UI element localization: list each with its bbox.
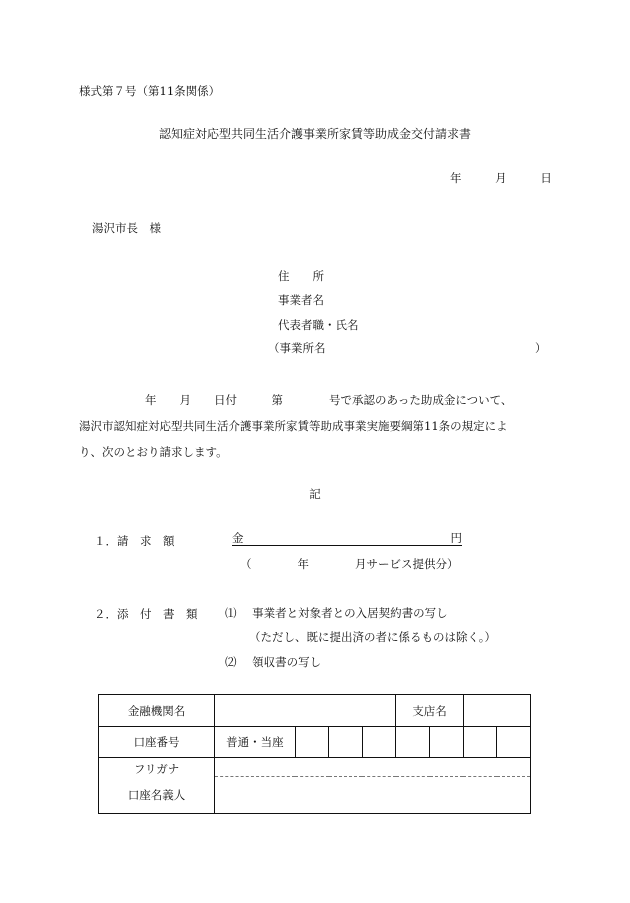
- addressee: 湯沢市長 様: [92, 221, 161, 235]
- account-type: 普通・当座: [215, 727, 295, 758]
- claim-amount-field: [232, 530, 462, 546]
- bank-row: [99, 695, 531, 727]
- body-text: [79, 387, 559, 465]
- bank-name-field[interactable]: [215, 695, 396, 727]
- account-digit-5[interactable]: [430, 727, 464, 758]
- attachment-2: [225, 654, 321, 670]
- branch-field[interactable]: [463, 695, 530, 727]
- sender-address-label: 住 所: [278, 269, 324, 283]
- branch-label: 支店名: [396, 695, 463, 727]
- holder-label: 口座名義人: [99, 777, 215, 814]
- body-line-1: 年 月 日付 第 号で承認のあった助成金について、: [145, 393, 513, 407]
- account-digit-2[interactable]: [329, 727, 363, 758]
- amount-suffix: 円: [450, 531, 462, 545]
- date-day: 日: [540, 171, 552, 185]
- account-digit-3[interactable]: [362, 727, 396, 758]
- bank-account-table: [98, 694, 531, 814]
- service-period: （ 年 月サービス提供分）: [240, 557, 459, 571]
- record-mark: 記: [309, 487, 321, 501]
- claim-amount-label: １．請 求 額: [94, 534, 175, 548]
- sender-representative-label: 代表者職・氏名: [278, 318, 359, 332]
- body-line-2: 湯沢市認知症対応型共同生活介護事業所家賃等助成事業実施要綱第11条の規定によ: [79, 419, 508, 433]
- attachment-1: [225, 605, 448, 621]
- account-digit-4[interactable]: [396, 727, 430, 758]
- holder-field[interactable]: [215, 777, 531, 814]
- sender-office-close: ）: [535, 341, 547, 355]
- account-number-row: [99, 727, 531, 758]
- date-year: 年: [450, 171, 462, 185]
- date-line: [450, 170, 552, 186]
- account-number-label: 口座番号: [99, 727, 215, 758]
- document-title: 認知症対応型共同生活介護事業所家賃等助成金交付請求書: [158, 127, 471, 141]
- attachments-label: ２．添 付 書 類: [94, 607, 198, 621]
- holder-row: [99, 777, 531, 814]
- account-digit-7[interactable]: [497, 727, 531, 758]
- bank-name-label: 金融機関名: [99, 695, 215, 727]
- sender-office-label: （事業所名: [268, 341, 326, 355]
- furigana-label: フリガナ: [99, 758, 215, 777]
- body-line-3: り、次のとおり請求します。: [79, 445, 228, 459]
- attachment-1-note: （ただし、既に提出済の者に係るものは除く。）: [249, 630, 497, 644]
- attachment-2-number: ⑵: [225, 655, 237, 669]
- form-number: 様式第７号（第11条関係）: [79, 84, 221, 98]
- date-month: 月: [495, 171, 507, 185]
- sender-operator-label: 事業者名: [278, 293, 324, 307]
- attachment-2-text: 領収書の写し: [252, 655, 322, 669]
- furigana-row: [99, 758, 531, 777]
- amount-prefix: 金: [232, 531, 244, 545]
- furigana-field[interactable]: [215, 758, 531, 777]
- attachment-1-text: 事業者と対象者との入居契約書の写し: [252, 606, 448, 620]
- account-digit-1[interactable]: [295, 727, 329, 758]
- account-digit-6[interactable]: [463, 727, 497, 758]
- attachment-1-number: ⑴: [225, 606, 237, 620]
